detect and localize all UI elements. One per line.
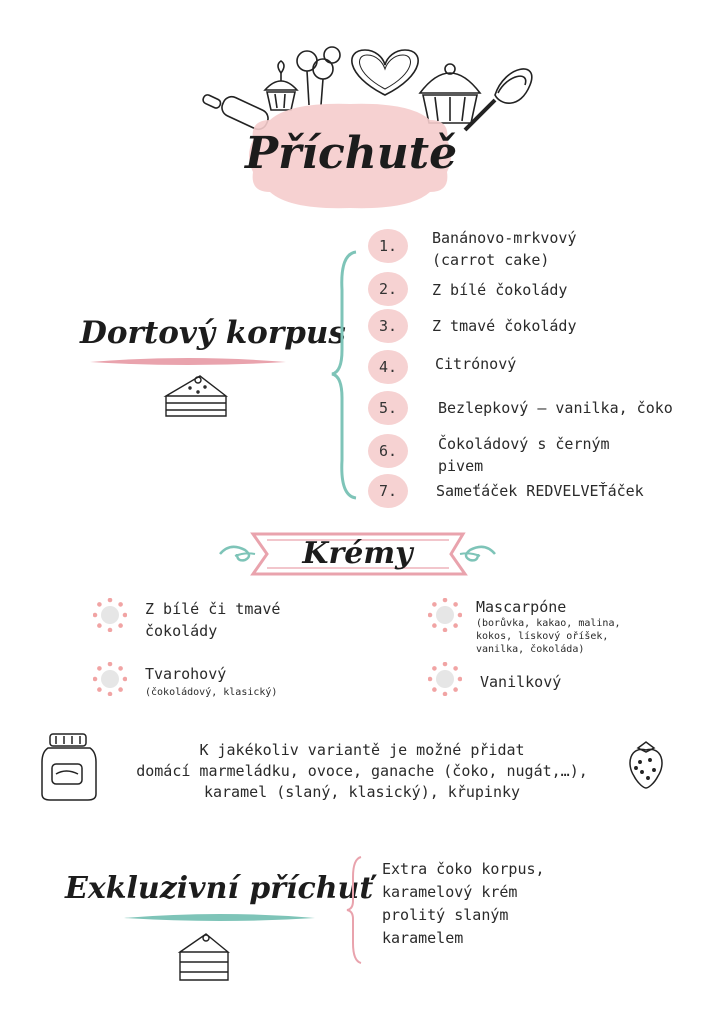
list-item-text: Citrónový <box>435 355 517 373</box>
cream-item-title: čokolády <box>145 622 218 640</box>
extras-line: K jakékoliv variantě je možné přidat <box>199 741 525 759</box>
dotted-circle-icon <box>428 662 462 696</box>
list-number-badge: 4. <box>368 350 408 384</box>
sponge-heading: Dortový korpus <box>80 315 346 351</box>
list-number-badge: 1. <box>368 229 408 263</box>
exclusive-brace <box>345 855 365 969</box>
dotted-circle-icon <box>93 598 127 632</box>
page-title: Příchutě <box>245 128 458 179</box>
list-number-badge: 7. <box>368 474 408 508</box>
list-number-badge: 6. <box>368 434 408 468</box>
list-item-text: Bezlepkový – vanilka, čoko <box>438 399 673 417</box>
cake-slice-icon <box>176 930 232 990</box>
cream-item-subtitle: (čokoládový, klasický) <box>145 687 278 698</box>
list-number-badge: 2. <box>368 272 408 306</box>
list-item-text: (carrot cake) <box>432 251 550 269</box>
cake-pop-icon <box>297 47 340 105</box>
list-item-text: pivem <box>438 457 484 475</box>
cream-item-title: Vanilkový <box>480 673 562 691</box>
list-item-text: Z tmavé čokolády <box>432 317 577 335</box>
creams-heading: Krémy <box>302 536 413 571</box>
sponge-brace <box>330 250 360 504</box>
exclusive-heading: Exkluzivní příchuť <box>65 871 374 906</box>
dotted-circle-icon <box>428 598 462 632</box>
strawberry-icon <box>624 740 668 794</box>
cream-item-title: Mascarpóne <box>476 598 567 616</box>
exclusive-line: karamelový krém <box>382 883 518 901</box>
list-item-text: Sameťáček REDVELVEŤáček <box>436 482 644 500</box>
exclusive-line: karamelem <box>382 929 464 947</box>
cake-slice-icon <box>160 370 232 426</box>
list-item-text: Čokoládový s černým <box>438 435 610 453</box>
exclusive-line: Extra čoko korpus, <box>382 860 545 878</box>
cream-item-title: Tvarohový <box>145 665 227 683</box>
exclusive-underline <box>122 908 317 930</box>
list-number-badge: 3. <box>368 309 408 343</box>
heart-cookie-icon <box>352 50 418 95</box>
cream-item-title: Z bílé či tmavé <box>145 600 281 618</box>
extras-line: karamel (slaný, klasický), křupinky <box>203 783 521 801</box>
exclusive-line: prolitý slaným <box>382 906 509 924</box>
list-item-text: Banánovo-mrkvový <box>432 229 577 247</box>
dotted-circle-icon <box>93 662 127 696</box>
whisk-icon <box>465 69 532 130</box>
list-number-badge: 5. <box>368 391 408 425</box>
extras-line: domácí marmeládku, ovoce, ganache (čoko, nugát,…), <box>136 762 588 780</box>
cream-item-subtitle: (borůvka, kakao, malina, kokos, lískový oříšek, vanilka, čokoláda) <box>476 618 621 655</box>
list-item-text: Z bílé čokolády <box>432 281 568 299</box>
